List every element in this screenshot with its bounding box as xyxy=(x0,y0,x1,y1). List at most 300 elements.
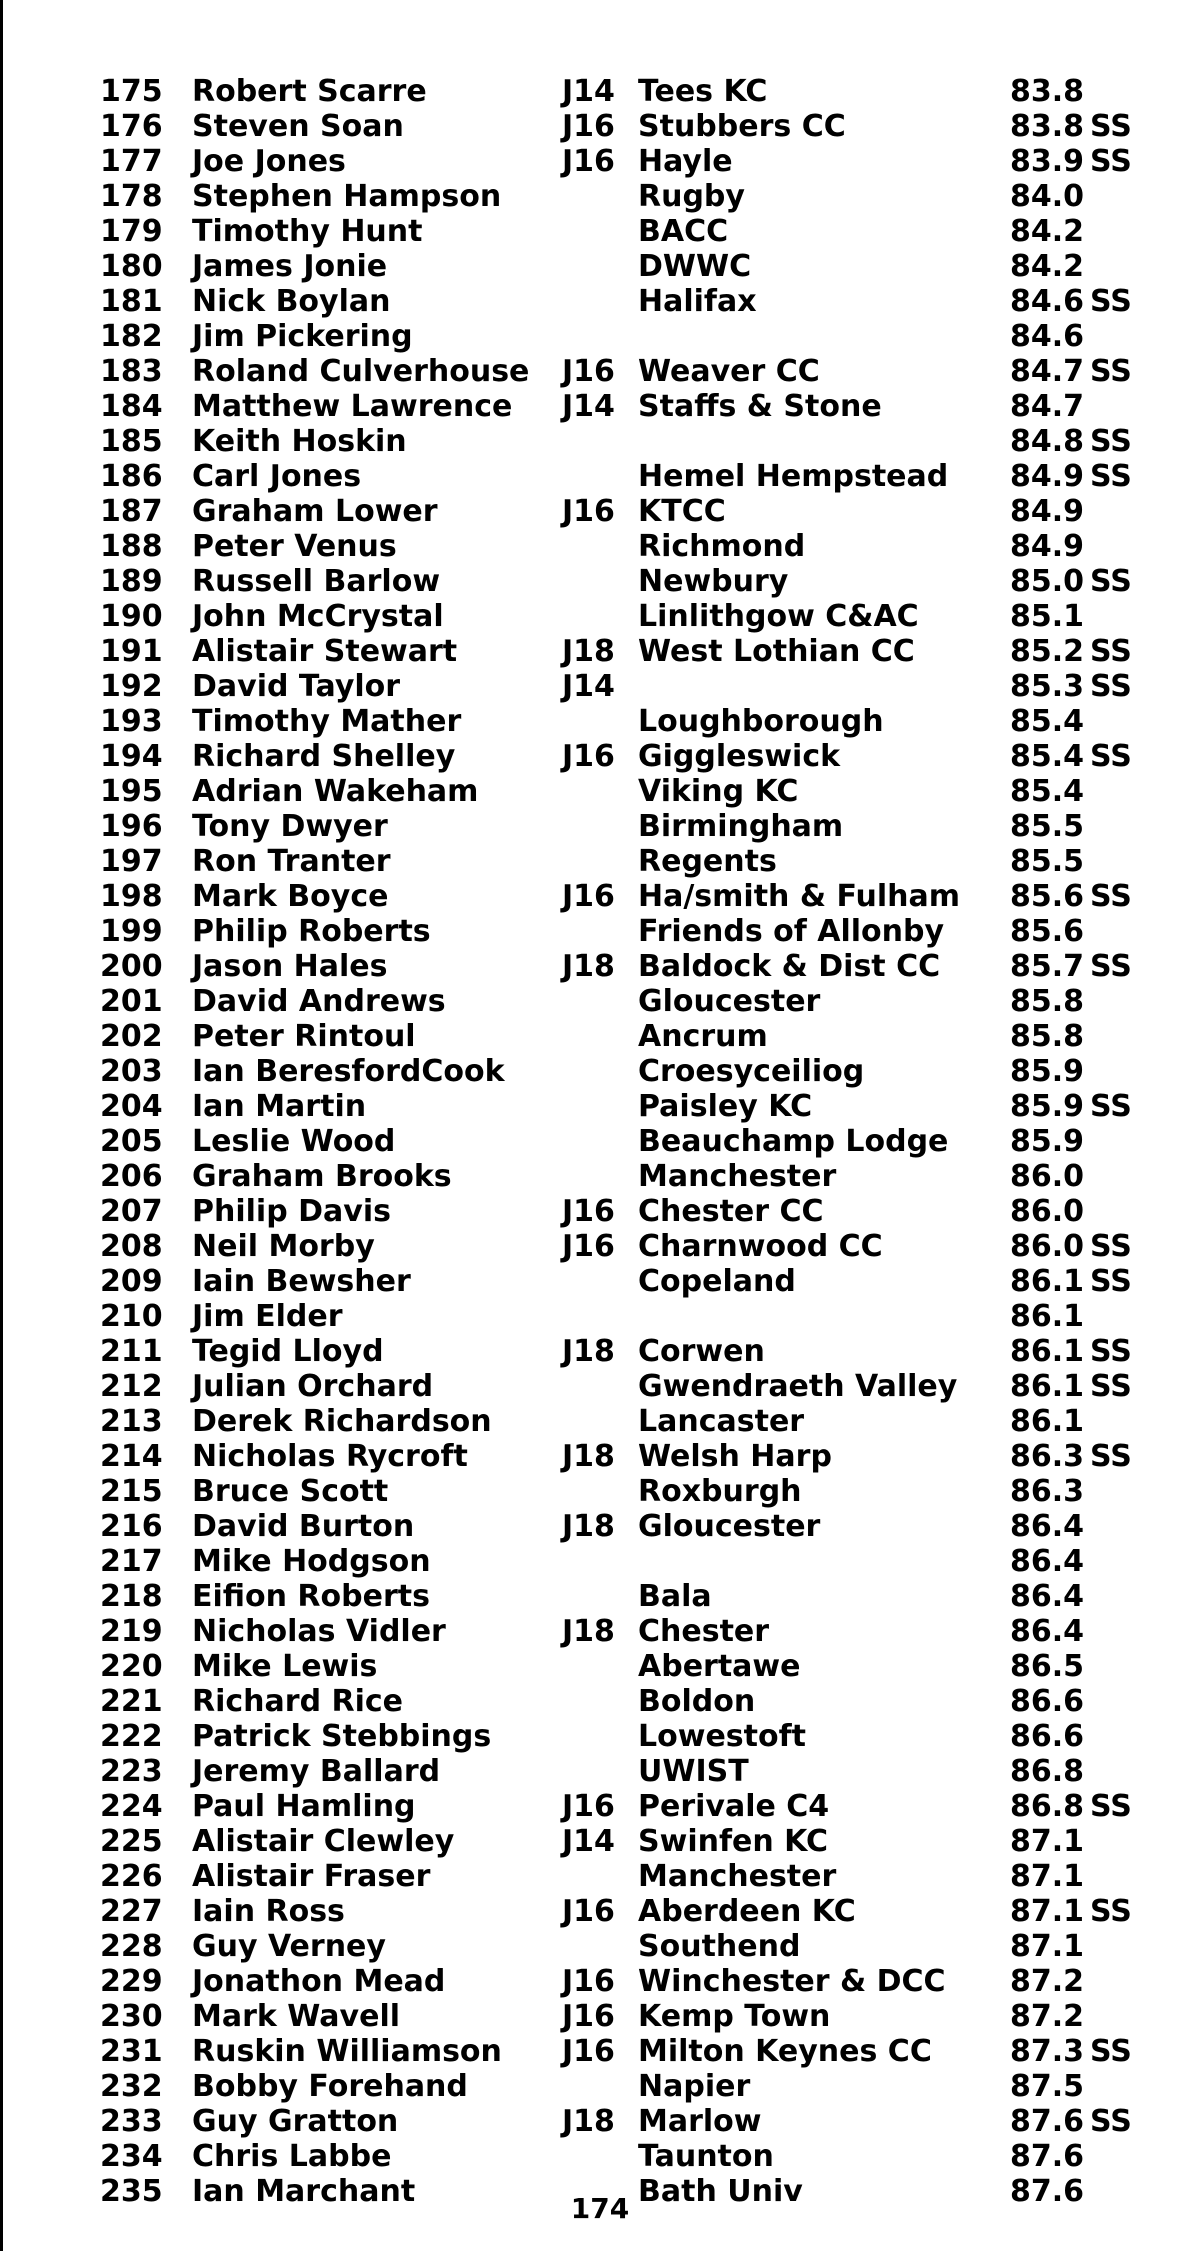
result-time: 86.4 xyxy=(1010,1614,1085,1649)
competitor-name: Leslie Wood xyxy=(192,1124,396,1159)
competitor-name: Philip Davis xyxy=(192,1194,391,1229)
position: 198 xyxy=(100,879,163,914)
age-class: J18 xyxy=(562,1509,615,1544)
club-name: West Lothian CC xyxy=(638,634,915,669)
club-name: Gloucester xyxy=(638,984,821,1019)
club-name: Gwendraeth Valley xyxy=(638,1369,958,1404)
ss-marker: SS xyxy=(1090,564,1132,599)
club-name: DWWC xyxy=(638,249,752,284)
table-row xyxy=(100,284,1180,319)
competitor-name: Guy Gratton xyxy=(192,2104,399,2139)
age-class: J16 xyxy=(562,109,615,144)
position: 206 xyxy=(100,1159,163,1194)
club-name: Giggleswick xyxy=(638,739,841,774)
ss-marker: SS xyxy=(1090,1789,1132,1824)
position: 200 xyxy=(100,949,163,984)
position: 177 xyxy=(100,144,163,179)
position: 205 xyxy=(100,1124,163,1159)
age-class: J16 xyxy=(562,739,615,774)
competitor-name: Jim Elder xyxy=(192,1299,343,1334)
competitor-name: Adrian Wakeham xyxy=(192,774,479,809)
age-class: J16 xyxy=(562,879,615,914)
table-row xyxy=(100,844,1180,879)
club-name: Gloucester xyxy=(638,1509,821,1544)
club-name: Corwen xyxy=(638,1334,765,1369)
competitor-name: Mark Boyce xyxy=(192,879,389,914)
position: 185 xyxy=(100,424,163,459)
result-time: 84.9 xyxy=(1010,494,1085,529)
ss-marker: SS xyxy=(1090,1894,1132,1929)
ss-marker: SS xyxy=(1090,634,1132,669)
table-row xyxy=(100,2139,1180,2174)
table-row xyxy=(100,1999,1180,2034)
club-name: Tees KC xyxy=(638,74,768,109)
result-time: 86.3 xyxy=(1010,1439,1085,1474)
position: 195 xyxy=(100,774,163,809)
ss-marker: SS xyxy=(1090,424,1132,459)
competitor-name: Mark Wavell xyxy=(192,1999,401,2034)
ss-marker: SS xyxy=(1090,1229,1132,1264)
result-time: 84.6 xyxy=(1010,284,1085,319)
result-time: 83.8 xyxy=(1010,109,1085,144)
competitor-name: Paul Hamling xyxy=(192,1789,416,1824)
result-time: 87.2 xyxy=(1010,1999,1085,2034)
table-row xyxy=(100,564,1180,599)
competitor-name: Ian Marchant xyxy=(192,2174,416,2209)
result-time: 87.6 xyxy=(1010,2104,1085,2139)
result-time: 85.4 xyxy=(1010,739,1085,774)
result-time: 85.1 xyxy=(1010,599,1085,634)
club-name: Viking KC xyxy=(638,774,799,809)
table-row xyxy=(100,529,1180,564)
competitor-name: Jeremy Ballard xyxy=(192,1754,441,1789)
age-class: J16 xyxy=(562,1789,615,1824)
scan-left-edge xyxy=(0,0,3,2251)
competitor-name: Ruskin Williamson xyxy=(192,2034,502,2069)
club-name: Linlithgow C&AC xyxy=(638,599,919,634)
result-time: 85.4 xyxy=(1010,774,1085,809)
result-time: 86.0 xyxy=(1010,1159,1085,1194)
club-name: Hayle xyxy=(638,144,733,179)
result-time: 85.8 xyxy=(1010,984,1085,1019)
age-class: J18 xyxy=(562,634,615,669)
position: 232 xyxy=(100,2069,163,2104)
club-name: Milton Keynes CC xyxy=(638,2034,932,2069)
competitor-name: Eifion Roberts xyxy=(192,1579,430,1614)
club-name: Bala xyxy=(638,1579,712,1614)
club-name: Richmond xyxy=(638,529,806,564)
club-name: Boldon xyxy=(638,1684,756,1719)
club-name: Baldock & Dist CC xyxy=(638,949,941,984)
result-time: 84.8 xyxy=(1010,424,1085,459)
position: 191 xyxy=(100,634,163,669)
position: 217 xyxy=(100,1544,163,1579)
result-time: 86.6 xyxy=(1010,1684,1085,1719)
club-name: Kemp Town xyxy=(638,1999,831,2034)
competitor-name: Iain Bewsher xyxy=(192,1264,411,1299)
competitor-name: Iain Ross xyxy=(192,1894,345,1929)
table-row xyxy=(100,879,1180,914)
club-name: Loughborough xyxy=(638,704,884,739)
table-row xyxy=(100,809,1180,844)
table-row xyxy=(100,354,1180,389)
competitor-name: Nick Boylan xyxy=(192,284,391,319)
results-list xyxy=(100,74,1180,2209)
position: 211 xyxy=(100,1334,163,1369)
club-name: Taunton xyxy=(638,2139,774,2174)
competitor-name: Nicholas Rycroft xyxy=(192,1439,468,1474)
club-name: Lowestoft xyxy=(638,1719,806,1754)
competitor-name: Alistair Clewley xyxy=(192,1824,455,1859)
result-time: 87.5 xyxy=(1010,2069,1085,2104)
position: 227 xyxy=(100,1894,163,1929)
ss-marker: SS xyxy=(1090,1369,1132,1404)
table-row xyxy=(100,494,1180,529)
result-time: 86.1 xyxy=(1010,1264,1085,1299)
competitor-name: Alistair Stewart xyxy=(192,634,458,669)
result-time: 87.1 xyxy=(1010,1859,1085,1894)
result-time: 84.0 xyxy=(1010,179,1085,214)
ss-marker: SS xyxy=(1090,284,1132,319)
club-name: Chester xyxy=(638,1614,770,1649)
club-name: Beauchamp Lodge xyxy=(638,1124,949,1159)
ss-marker: SS xyxy=(1090,1334,1132,1369)
position: 231 xyxy=(100,2034,163,2069)
result-time: 85.9 xyxy=(1010,1054,1085,1089)
result-time: 85.5 xyxy=(1010,844,1085,879)
position: 190 xyxy=(100,599,163,634)
position: 204 xyxy=(100,1089,163,1124)
club-name: Lancaster xyxy=(638,1404,805,1439)
ss-marker: SS xyxy=(1090,949,1132,984)
position: 210 xyxy=(100,1299,163,1334)
ss-marker: SS xyxy=(1090,1439,1132,1474)
competitor-name: Graham Lower xyxy=(192,494,438,529)
result-time: 85.9 xyxy=(1010,1089,1085,1124)
table-row xyxy=(100,1684,1180,1719)
table-row xyxy=(100,1089,1180,1124)
club-name: Southend xyxy=(638,1929,801,1964)
table-row xyxy=(100,949,1180,984)
result-time: 85.0 xyxy=(1010,564,1085,599)
club-name: Napier xyxy=(638,2069,751,2104)
competitor-name: Robert Scarre xyxy=(192,74,427,109)
competitor-name: John McCrystal xyxy=(192,599,444,634)
table-row xyxy=(100,1299,1180,1334)
table-row xyxy=(100,249,1180,284)
position: 212 xyxy=(100,1369,163,1404)
ss-marker: SS xyxy=(1090,109,1132,144)
table-row xyxy=(100,704,1180,739)
club-name: Stubbers CC xyxy=(638,109,846,144)
result-time: 85.6 xyxy=(1010,914,1085,949)
table-row xyxy=(100,1859,1180,1894)
age-class: J18 xyxy=(562,1334,615,1369)
position: 219 xyxy=(100,1614,163,1649)
table-row xyxy=(100,74,1180,109)
table-row xyxy=(100,319,1180,354)
club-name: Friends of Allonby xyxy=(638,914,945,949)
club-name: UWIST xyxy=(638,1754,749,1789)
result-time: 83.9 xyxy=(1010,144,1085,179)
table-row xyxy=(100,424,1180,459)
result-time: 86.4 xyxy=(1010,1509,1085,1544)
result-time: 86.1 xyxy=(1010,1369,1085,1404)
position: 218 xyxy=(100,1579,163,1614)
club-name: Paisley KC xyxy=(638,1089,813,1124)
result-time: 87.1 xyxy=(1010,1929,1085,1964)
club-name: Winchester & DCC xyxy=(638,1964,946,1999)
age-class: J18 xyxy=(562,1439,615,1474)
result-time: 87.2 xyxy=(1010,1964,1085,1999)
position: 234 xyxy=(100,2139,163,2174)
age-class: J14 xyxy=(562,1824,615,1859)
ss-marker: SS xyxy=(1090,669,1132,704)
competitor-name: Timothy Hunt xyxy=(192,214,423,249)
position: 207 xyxy=(100,1194,163,1229)
club-name: BACC xyxy=(638,214,729,249)
position: 208 xyxy=(100,1229,163,1264)
club-name: Rugby xyxy=(638,179,745,214)
club-name: Halifax xyxy=(638,284,757,319)
table-row xyxy=(100,2104,1180,2139)
table-row xyxy=(100,214,1180,249)
table-row xyxy=(100,669,1180,704)
age-class: J14 xyxy=(562,74,615,109)
result-time: 85.5 xyxy=(1010,809,1085,844)
position: 202 xyxy=(100,1019,163,1054)
table-row xyxy=(100,739,1180,774)
position: 235 xyxy=(100,2174,163,2209)
result-time: 86.8 xyxy=(1010,1754,1085,1789)
position: 222 xyxy=(100,1719,163,1754)
result-time: 86.4 xyxy=(1010,1544,1085,1579)
position: 233 xyxy=(100,2104,163,2139)
age-class: J16 xyxy=(562,354,615,389)
position: 215 xyxy=(100,1474,163,1509)
age-class: J18 xyxy=(562,1614,615,1649)
position: 188 xyxy=(100,529,163,564)
ss-marker: SS xyxy=(1090,2034,1132,2069)
club-name: Ancrum xyxy=(638,1019,768,1054)
competitor-name: James Jonie xyxy=(192,249,388,284)
table-row xyxy=(100,1404,1180,1439)
competitor-name: Russell Barlow xyxy=(192,564,441,599)
table-row xyxy=(100,2069,1180,2104)
position: 225 xyxy=(100,1824,163,1859)
result-time: 87.3 xyxy=(1010,2034,1085,2069)
competitor-name: Keith Hoskin xyxy=(192,424,407,459)
position: 197 xyxy=(100,844,163,879)
age-class: J16 xyxy=(562,144,615,179)
club-name: Newbury xyxy=(638,564,789,599)
age-class: J16 xyxy=(562,494,615,529)
result-time: 86.1 xyxy=(1010,1404,1085,1439)
result-time: 85.8 xyxy=(1010,1019,1085,1054)
table-row xyxy=(100,1019,1180,1054)
competitor-name: Richard Shelley xyxy=(192,739,456,774)
result-time: 86.3 xyxy=(1010,1474,1085,1509)
club-name: Manchester xyxy=(638,1859,837,1894)
result-time: 85.3 xyxy=(1010,669,1085,704)
result-time: 86.1 xyxy=(1010,1334,1085,1369)
table-row xyxy=(100,1509,1180,1544)
position: 228 xyxy=(100,1929,163,1964)
table-row xyxy=(100,634,1180,669)
club-name: Perivale C4 xyxy=(638,1789,830,1824)
result-time: 85.9 xyxy=(1010,1124,1085,1159)
result-time: 86.6 xyxy=(1010,1719,1085,1754)
position: 201 xyxy=(100,984,163,1019)
position: 183 xyxy=(100,354,163,389)
club-name: Bath Univ xyxy=(638,2174,803,2209)
result-time: 83.8 xyxy=(1010,74,1085,109)
club-name: Birmingham xyxy=(638,809,844,844)
competitor-name: Nicholas Vidler xyxy=(192,1614,446,1649)
table-row xyxy=(100,144,1180,179)
club-name: Roxburgh xyxy=(638,1474,802,1509)
ss-marker: SS xyxy=(1090,1264,1132,1299)
position: 192 xyxy=(100,669,163,704)
club-name: Marlow xyxy=(638,2104,762,2139)
position: 187 xyxy=(100,494,163,529)
competitor-name: Ron Tranter xyxy=(192,844,391,879)
competitor-name: Mike Lewis xyxy=(192,1649,378,1684)
ss-marker: SS xyxy=(1090,144,1132,179)
competitor-name: Timothy Mather xyxy=(192,704,462,739)
table-row xyxy=(100,1474,1180,1509)
table-row xyxy=(100,1754,1180,1789)
result-time: 87.1 xyxy=(1010,1894,1085,1929)
club-name: Swinfen KC xyxy=(638,1824,829,1859)
competitor-name: Ian Martin xyxy=(192,1089,367,1124)
page-number: 174 xyxy=(570,2192,630,2225)
position: 178 xyxy=(100,179,163,214)
position: 203 xyxy=(100,1054,163,1089)
table-row xyxy=(100,1369,1180,1404)
competitor-name: Peter Rintoul xyxy=(192,1019,416,1054)
competitor-name: Matthew Lawrence xyxy=(192,389,513,424)
competitor-name: Philip Roberts xyxy=(192,914,431,949)
competitor-name: Bobby Forehand xyxy=(192,2069,468,2104)
table-row xyxy=(100,109,1180,144)
competitor-name: Jason Hales xyxy=(192,949,388,984)
club-name: Ha/smith & Fulham xyxy=(638,879,960,914)
competitor-name: Steven Soan xyxy=(192,109,404,144)
result-time: 84.9 xyxy=(1010,529,1085,564)
position: 189 xyxy=(100,564,163,599)
competitor-name: Carl Jones xyxy=(192,459,362,494)
position: 220 xyxy=(100,1649,163,1684)
table-row xyxy=(100,1159,1180,1194)
club-name: Charnwood CC xyxy=(638,1229,883,1264)
result-time: 85.4 xyxy=(1010,704,1085,739)
age-class: J16 xyxy=(562,1999,615,2034)
ss-marker: SS xyxy=(1090,879,1132,914)
ss-marker: SS xyxy=(1090,354,1132,389)
ss-marker: SS xyxy=(1090,739,1132,774)
table-row xyxy=(100,1614,1180,1649)
position: 224 xyxy=(100,1789,163,1824)
competitor-name: Neil Morby xyxy=(192,1229,375,1264)
position: 226 xyxy=(100,1859,163,1894)
competitor-name: Mike Hodgson xyxy=(192,1544,431,1579)
competitor-name: David Burton xyxy=(192,1509,415,1544)
competitor-name: Roland Culverhouse xyxy=(192,354,530,389)
position: 199 xyxy=(100,914,163,949)
position: 180 xyxy=(100,249,163,284)
table-row xyxy=(100,1124,1180,1159)
result-time: 87.6 xyxy=(1010,2139,1085,2174)
age-class: J16 xyxy=(562,2034,615,2069)
competitor-name: Derek Richardson xyxy=(192,1404,492,1439)
ss-marker: SS xyxy=(1090,2104,1132,2139)
competitor-name: Stephen Hampson xyxy=(192,179,502,214)
position: 182 xyxy=(100,319,163,354)
competitor-name: Tony Dwyer xyxy=(192,809,388,844)
table-row xyxy=(100,1929,1180,1964)
position: 184 xyxy=(100,389,163,424)
competitor-name: Bruce Scott xyxy=(192,1474,389,1509)
result-time: 84.7 xyxy=(1010,354,1085,389)
position: 194 xyxy=(100,739,163,774)
competitor-name: David Andrews xyxy=(192,984,446,1019)
result-time: 85.2 xyxy=(1010,634,1085,669)
competitor-name: David Taylor xyxy=(192,669,401,704)
position: 181 xyxy=(100,284,163,319)
club-name: Chester CC xyxy=(638,1194,824,1229)
position: 175 xyxy=(100,74,163,109)
result-time: 86.4 xyxy=(1010,1579,1085,1614)
result-time: 86.0 xyxy=(1010,1229,1085,1264)
table-row xyxy=(100,179,1180,214)
result-time: 86.5 xyxy=(1010,1649,1085,1684)
competitor-name: Patrick Stebbings xyxy=(192,1719,492,1754)
competitor-name: Joe Jones xyxy=(192,144,346,179)
competitor-name: Chris Labbe xyxy=(192,2139,392,2174)
competitor-name: Julian Orchard xyxy=(192,1369,434,1404)
age-class: J14 xyxy=(562,389,615,424)
position: 186 xyxy=(100,459,163,494)
club-name: Copeland xyxy=(638,1264,796,1299)
club-name: Abertawe xyxy=(638,1649,801,1684)
table-row xyxy=(100,459,1180,494)
club-name: Weaver CC xyxy=(638,354,820,389)
age-class: J16 xyxy=(562,1894,615,1929)
club-name: Regents xyxy=(638,844,777,879)
competitor-name: Jonathon Mead xyxy=(192,1964,446,1999)
position: 179 xyxy=(100,214,163,249)
age-class: J18 xyxy=(562,2104,615,2139)
table-row xyxy=(100,1824,1180,1859)
table-row xyxy=(100,2034,1180,2069)
table-row xyxy=(100,1229,1180,1264)
table-row xyxy=(100,1194,1180,1229)
table-row xyxy=(100,984,1180,1019)
age-class: J16 xyxy=(562,1229,615,1264)
position: 176 xyxy=(100,109,163,144)
result-time: 84.2 xyxy=(1010,214,1085,249)
table-row xyxy=(100,1649,1180,1684)
result-time: 85.7 xyxy=(1010,949,1085,984)
table-row xyxy=(100,1264,1180,1299)
table-row xyxy=(100,1964,1180,1999)
age-class: J16 xyxy=(562,1964,615,1999)
table-row xyxy=(100,774,1180,809)
ss-marker: SS xyxy=(1090,1089,1132,1124)
result-time: 87.6 xyxy=(1010,2174,1085,2209)
table-row xyxy=(100,1334,1180,1369)
